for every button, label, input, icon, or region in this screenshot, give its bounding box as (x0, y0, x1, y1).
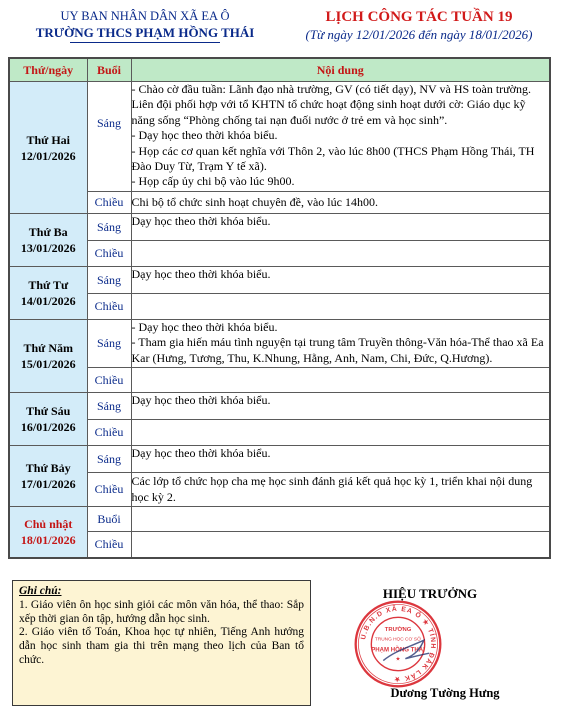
table-row (9, 393, 550, 420)
note-item: 1. Giáo viên ôn học sinh giỏi các môn văn hóa, thể thao: Sắp xếp thời gian ôn tập, hướng dẫn học sinh. (19, 598, 304, 625)
table-row (9, 82, 550, 192)
content-line: Dạy học theo thời khóa biểu. (131, 446, 271, 460)
notes-box (12, 580, 311, 706)
day-date: 14/01/2026 (20, 294, 76, 308)
content-afternoon (131, 368, 550, 393)
content-line: - Dạy học theo thời khóa biểu. (131, 128, 278, 143)
session-morning: Sáng (87, 82, 131, 192)
day-cell (9, 446, 87, 507)
content-line: Các lớp tổ chức họp cha mẹ học sinh đánh giá kết quả học kỳ 1, triển khai nội dung học kỳ 2. (131, 474, 533, 504)
day-cell (9, 214, 87, 267)
content-afternoon (131, 241, 550, 267)
schedule-date-range: (Từ ngày 12/01/2026 đến ngày 18/01/2026) (305, 27, 533, 42)
table-row (9, 320, 550, 368)
table-row (9, 267, 550, 294)
table-row (9, 473, 550, 507)
notes-title: Ghi chú: (19, 585, 62, 597)
schedule-title: LỊCH CÔNG TÁC TUẦN 19 (325, 9, 513, 25)
table-row (9, 241, 550, 267)
schedule-table (8, 57, 551, 559)
school-stamp-seal (352, 598, 444, 690)
school-name: TRƯỜNG THCS PHẠM HỒNG THÁI (35, 25, 255, 40)
svg-text:TRUNG HỌC CƠ SỞ: TRUNG HỌC CƠ SỞ (374, 637, 422, 643)
content-line: Dạy học theo thời khóa biểu. (131, 267, 271, 281)
header-divider (70, 42, 220, 43)
header-right (282, 8, 556, 43)
content-line: - Tham gia hiến máu tình nguyện tại trung tâm Truyền thông-Văn hóa-Thể thao xã Ea Kar (Hưng, Tương, Thu, K.Nhung, Hằng, Anh, Nam, Chi, Đức, Q.Hương). (131, 335, 544, 365)
session-morning: Sáng (87, 320, 131, 368)
principal-title: HIỆU TRƯỞNG (382, 586, 478, 601)
content-afternoon (131, 532, 550, 558)
content-line: - Họp các cơ quan kết nghĩa với Thôn 2, vào lúc 8h00 (THCS Phạm Hồng Thái, TH Đào Duy Từ, Trạm Y tế xã). (131, 143, 535, 174)
column-header-day: Thứ/ngày (9, 58, 87, 82)
content-line: - Chào cờ đầu tuần: Lãnh đạo nhà trường, GV (có tiết dạy), NV và HS toàn trường. Liên đội phối hợp với tổ KHTN tổ chức hoạt động sinh hoạt dưới cờ: Giáo dục kỹ năng sống “Phòng chống tai nạn đuối nước ở trẻ em và học sinh”. (131, 82, 532, 127)
table-header-row (9, 58, 550, 82)
day-date: 18/01/2026 (20, 532, 76, 547)
session-afternoon: Chiều (87, 473, 131, 507)
table-row (9, 192, 550, 214)
note-item: 2. Giáo viên tổ Toán, Khoa học tự nhiên, Tiếng Anh hướng dẫn học sinh tham gia thi trên mạng theo lịch của Ban tổ chức. (19, 626, 304, 666)
svg-text:PHẠM HỒNG THÁI: PHẠM HỒNG THÁI (371, 647, 425, 654)
session-afternoon: Chiều (87, 532, 131, 558)
svg-text:U.B.N.D XÃ EA Ô ★ TỈNH ĐẮK LẮK: U.B.N.D XÃ EA Ô ★ TỈNH ĐẮK LẮK ★ (360, 605, 437, 683)
day-name: Thứ Năm (23, 341, 74, 355)
content-morning (131, 446, 550, 473)
session-morning: Sáng (87, 446, 131, 473)
content-morning (131, 320, 550, 368)
svg-text:★: ★ (395, 656, 401, 663)
content-morning (131, 214, 550, 241)
column-header-content: Nội dung (131, 58, 550, 82)
content-afternoon (131, 420, 550, 446)
day-name: Thứ Bảy (25, 461, 71, 475)
day-name: Chủ nhật (24, 516, 73, 531)
day-cell (9, 267, 87, 320)
day-name: Thứ Hai (26, 132, 71, 147)
content-morning (131, 507, 550, 532)
session-morning: Sáng (87, 214, 131, 241)
table-row (9, 420, 550, 446)
day-cell (9, 320, 87, 393)
table-row (9, 446, 550, 473)
day-name: Thứ Tư (28, 278, 69, 292)
session-afternoon: Chiều (87, 368, 131, 393)
content-afternoon (131, 473, 550, 507)
day-date: 17/01/2026 (20, 477, 76, 491)
table-row (9, 507, 550, 532)
session-afternoon: Chiều (87, 420, 131, 446)
principal-name: Dương Tường Hưng (390, 686, 500, 700)
org-name: UY BAN NHÂN DÂN XÃ EA Ô (60, 9, 230, 23)
table-row (9, 294, 550, 320)
content-line: - Dạy học theo thời khóa biểu. (131, 320, 278, 334)
schedule-body (9, 82, 550, 558)
content-line: Dạy học theo thời khóa biểu. (131, 393, 271, 407)
day-cell (9, 82, 87, 214)
table-row (9, 368, 550, 393)
day-date: 12/01/2026 (20, 148, 76, 163)
header-left (20, 8, 270, 43)
session-afternoon: Chiều (87, 294, 131, 320)
session-morning: Sáng (87, 393, 131, 420)
session-morning: Buổi (87, 507, 131, 532)
content-morning (131, 267, 550, 294)
day-date: 15/01/2026 (20, 357, 76, 371)
session-morning: Sáng (87, 267, 131, 294)
column-header-session: Buổi (87, 58, 131, 82)
table-row (9, 214, 550, 241)
content-afternoon (131, 294, 550, 320)
table-row (9, 532, 550, 558)
day-name: Thứ Ba (28, 225, 68, 239)
day-cell (9, 393, 87, 446)
day-date: 13/01/2026 (20, 241, 76, 255)
day-date: 16/01/2026 (20, 420, 76, 434)
session-afternoon: Chiều (87, 192, 131, 214)
day-cell (9, 507, 87, 558)
session-afternoon: Chiều (87, 241, 131, 267)
content-line: Dạy học theo thời khóa biểu. (131, 214, 271, 228)
content-morning (131, 82, 550, 192)
content-line: Chi bộ tổ chức sinh hoạt chuyên đề, vào lúc 14h00. (131, 194, 378, 209)
content-line: - Họp cấp ủy chi bộ vào lúc 9h00. (131, 174, 295, 189)
day-name: Thứ Sáu (26, 404, 71, 418)
content-afternoon (131, 192, 550, 214)
svg-text:TRƯỜNG: TRƯỜNG (384, 627, 412, 634)
content-morning (131, 393, 550, 420)
